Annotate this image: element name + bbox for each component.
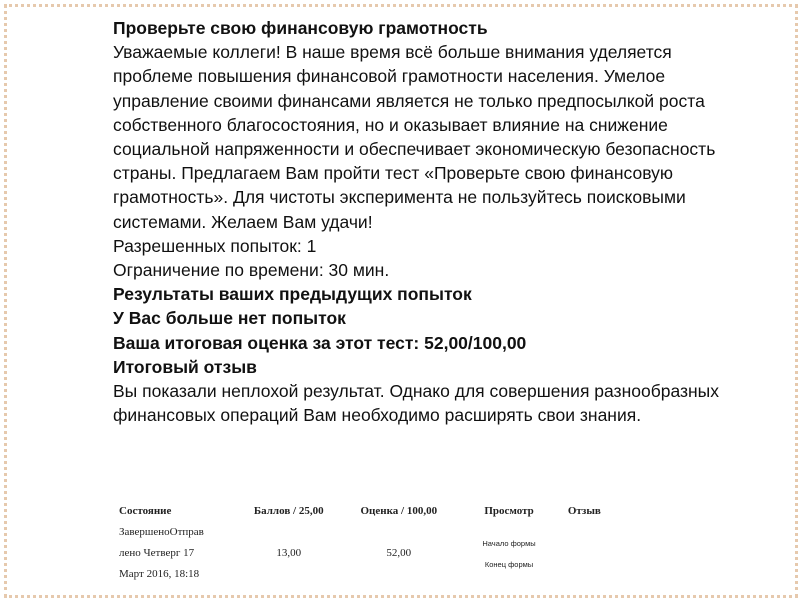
time-limit: Ограничение по времени: 30 мин. xyxy=(113,260,390,281)
attempt-state-line: ЗавершеноОтправ xyxy=(119,526,204,538)
form-start-label: Начало формы xyxy=(482,538,536,548)
attempt-points: 13,00 xyxy=(276,547,302,559)
header-state: Состояние xyxy=(119,505,172,517)
attempt-grade: 52,00 xyxy=(386,547,412,559)
attempt-feedback xyxy=(562,522,633,585)
attempt-state-line: Март 2016, 18:18 xyxy=(119,568,200,580)
table-row xyxy=(113,522,633,585)
no-attempts-left: У Вас больше нет попыток xyxy=(113,308,346,329)
previous-results-heading: Результаты ваших предыдущих попыток xyxy=(113,284,472,305)
header-view: Просмотр xyxy=(484,505,534,517)
feedback-heading: Итоговый отзыв xyxy=(113,356,257,377)
quiz-title: Проверьте свою финансовую грамотность xyxy=(113,18,488,38)
header-points: Баллов / 25,00 xyxy=(253,505,324,517)
attempt-state xyxy=(113,522,236,585)
final-grade: Ваша итоговая оценка за этот тест: 52,00/100,00 xyxy=(113,332,527,353)
results-table xyxy=(113,500,633,585)
form-end-label: Конец формы xyxy=(484,559,534,569)
attempts-allowed: Разрешенных попыток: 1 xyxy=(113,235,317,256)
quiz-intro: Уважаемые коллеги! В наше время всё больше внимания уделяется проблеме повышения финансовой грамотности населения. Умелое управление своими финансами является не только предпосылкой роста собственного благосостояния, но и оказывает влияние на снижение социальной напряженности и обеспечивает экономическую безопасность страны. Предлагаем Вам пройти тест «Проверьте свою финансовую грамотность». Для чистоты эксперимента не пользуйтесь поисковыми системами. Желаем Вам удачи! xyxy=(113,42,716,232)
header-grade: Оценка / 100,00 xyxy=(360,505,438,517)
feedback-text: Вы показали неплохой результат. Однако для совершения разнообразных финансовых операций Вам необходимо расширять свои знания. xyxy=(113,381,720,426)
quiz-info xyxy=(113,16,753,427)
header-feedback: Отзыв xyxy=(567,505,601,517)
results-header-row xyxy=(113,500,633,522)
attempt-state-line: лено Четверг 17 xyxy=(119,547,195,559)
attempt-view[interactable] xyxy=(456,522,562,585)
